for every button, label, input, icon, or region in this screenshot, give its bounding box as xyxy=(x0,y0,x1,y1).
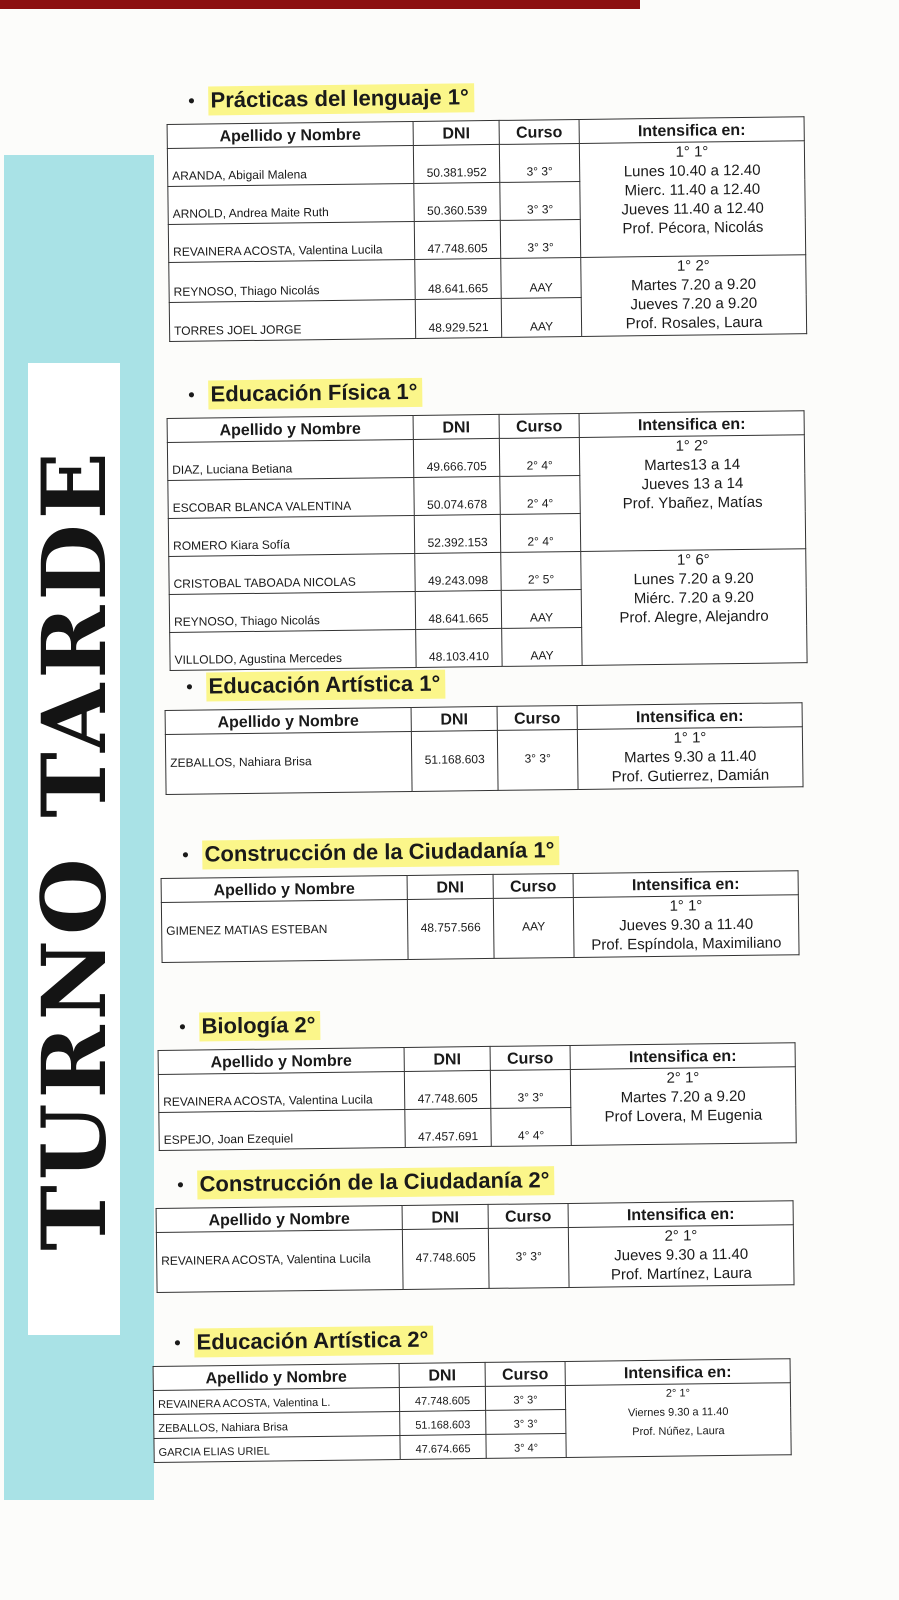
intensifica-cell xyxy=(579,435,805,552)
intensifica-cell xyxy=(579,141,805,258)
intensifica-line: Martes 9.30 a 11.40 xyxy=(623,747,757,767)
header-curso: Curso xyxy=(493,873,573,898)
intensifica-cell xyxy=(581,255,807,337)
student-dni: 48.641.665 xyxy=(415,590,501,629)
student-name: REVAINERA ACOSTA, Valentina L. xyxy=(153,1387,399,1414)
subject-title xyxy=(155,1154,794,1208)
intensifica-line: Viernes 9.30 a 11.40 xyxy=(627,1405,729,1420)
intensifica-line: Martes 7.20 a 9.20 xyxy=(630,275,757,295)
student-dni: 47.674.665 xyxy=(400,1434,486,1459)
intensifica-line: Jueves 9.30 a 11.40 xyxy=(619,915,754,935)
header-dni: DNI xyxy=(411,706,497,731)
student-curso: AAY xyxy=(502,627,582,666)
intensifica-line: Prof. Núñez, Laura xyxy=(632,1425,725,1439)
student-dni: 47.748.605 xyxy=(404,1070,490,1109)
subject-title xyxy=(166,70,805,124)
intensifica-cell xyxy=(568,1225,794,1288)
student-name: GARCIA ELIAS URIEL xyxy=(154,1435,400,1462)
student-dni: 49.243.098 xyxy=(415,552,501,591)
header-name: Apellido y Nombre xyxy=(167,121,413,148)
student-dni: 48.103.410 xyxy=(416,628,502,667)
intensifica-line: Prof. Martínez, Laura xyxy=(610,1264,752,1284)
intensifica-cell xyxy=(581,549,807,666)
student-name: REVAINERA ACOSTA, Valentina Lucila xyxy=(156,1229,403,1292)
intensifica-line: Jueves 9.30 a 11.40 xyxy=(614,1245,749,1265)
student-curso: 3° 3° xyxy=(485,1385,565,1410)
student-curso: 3° 3° xyxy=(500,181,580,220)
header-name: Apellido y Nombre xyxy=(161,875,407,902)
table-row xyxy=(167,435,804,481)
intensifica-cell xyxy=(573,895,799,958)
table-row xyxy=(167,141,804,187)
header-intensifica: Intensifica en: xyxy=(565,1359,790,1386)
student-name: TORRES JOEL JORGE xyxy=(169,299,415,342)
intensifica-line: Miérc. 7.20 a 9.20 xyxy=(633,588,754,608)
subject-title-text: Educación Artística 1° xyxy=(206,669,445,701)
subject-title-text: Biología 2° xyxy=(199,1011,320,1041)
student-name: VILLOLDO, Agustina Mercedes xyxy=(170,629,416,670)
student-curso: 3° 3° xyxy=(500,219,580,258)
header-name: Apellido y Nombre xyxy=(165,707,411,734)
table-row xyxy=(161,895,799,963)
intensifica-cell xyxy=(565,1383,791,1458)
subject-section xyxy=(155,1154,795,1293)
subject-title xyxy=(160,824,799,878)
student-dni: 48.757.566 xyxy=(407,898,494,959)
intensifica-course: 1° 2° xyxy=(676,257,710,275)
student-curso: 3° 3° xyxy=(490,1069,570,1108)
student-curso: AAY xyxy=(501,257,581,297)
subject-title xyxy=(152,1312,791,1366)
student-name: REYNOSO, Thiago Nicolás xyxy=(169,591,415,632)
student-name: ROMERO Kiara Sofía xyxy=(168,515,414,556)
student-dni: 48.641.665 xyxy=(415,258,501,299)
subject-section xyxy=(152,1312,792,1463)
bullet-icon: • xyxy=(182,844,189,865)
header-curso: Curso xyxy=(488,1203,568,1228)
student-curso: AAY xyxy=(493,897,574,958)
students-table xyxy=(153,1358,792,1463)
intensifica-line: Jueves 7.20 a 9.20 xyxy=(630,294,758,314)
student-name: ARANDA, Abigail Malena xyxy=(167,145,413,186)
intensifica-line: Lunes 7.20 a 9.20 xyxy=(633,569,754,589)
subject-section xyxy=(166,70,807,342)
student-name: REVAINERA ACOSTA, Valentina Lucila xyxy=(168,221,414,262)
side-label-text: TURNO TARDE xyxy=(22,447,126,1251)
intensifica-cell xyxy=(577,727,803,790)
header-intensifica: Intensifica en: xyxy=(570,1043,795,1070)
student-dni: 51.168.603 xyxy=(411,730,498,791)
students-table xyxy=(161,870,800,963)
intensifica-line: Mierc. 11.40 a 12.40 xyxy=(624,180,761,200)
intensifica-course: 1° 1° xyxy=(673,729,707,747)
student-dni: 48.929.521 xyxy=(415,298,501,339)
table-row xyxy=(169,255,806,302)
intensifica-course: 1° 1° xyxy=(669,897,703,915)
intensifica-line: Prof. Pécora, Nicolás xyxy=(622,218,764,238)
header-name: Apellido y Nombre xyxy=(156,1205,402,1232)
student-name: REVAINERA ACOSTA, Valentina Lucila xyxy=(158,1071,404,1112)
subject-section xyxy=(160,824,800,963)
student-curso: 2° 5° xyxy=(501,551,581,590)
intensifica-line: Prof. Ybañez, Matías xyxy=(622,493,763,513)
header-curso: Curso xyxy=(499,119,579,144)
subject-title-text: Construcción de la Ciudadanía 1° xyxy=(202,836,559,869)
student-name: ESPEJO, Joan Ezequiel xyxy=(159,1109,405,1150)
header-intensifica: Intensifica en: xyxy=(568,1201,793,1228)
student-name: ZEBALLOS, Nahiara Brisa xyxy=(154,1411,400,1438)
bullet-icon: • xyxy=(188,90,195,111)
subject-title-text: Educación Física 1° xyxy=(208,377,422,409)
student-dni: 47.748.605 xyxy=(402,1228,489,1289)
student-name: ARNOLD, Andrea Maite Ruth xyxy=(168,183,414,224)
header-intensifica: Intensifica en: xyxy=(579,411,804,438)
student-name: REYNOSO, Thiago Nicolás xyxy=(169,259,415,302)
students-table xyxy=(158,1042,797,1151)
student-curso: 3° 3° xyxy=(486,1409,566,1434)
intensifica-course: 2° 1° xyxy=(665,1387,691,1400)
header-dni: DNI xyxy=(407,874,493,899)
subject-title xyxy=(157,996,796,1050)
student-name: GIMENEZ MATIAS ESTEBAN xyxy=(161,899,408,962)
student-name: CRISTOBAL TABOADA NICOLAS xyxy=(169,553,415,594)
table-row xyxy=(158,1067,795,1113)
header-intensifica: Intensifica en: xyxy=(577,703,802,730)
header-name: Apellido y Nombre xyxy=(158,1047,404,1074)
student-dni: 50.074.678 xyxy=(414,476,500,515)
student-name: DIAZ, Luciana Betiana xyxy=(167,439,413,480)
header-curso: Curso xyxy=(490,1045,570,1070)
intensifica-course: 1° 2° xyxy=(675,437,709,455)
subject-section xyxy=(166,364,808,671)
student-dni: 50.381.952 xyxy=(413,144,499,183)
student-curso: AAY xyxy=(501,297,581,337)
header-intensifica: Intensifica en: xyxy=(579,117,804,144)
bullet-icon: • xyxy=(177,1174,184,1195)
student-curso: 3° 4° xyxy=(486,1433,566,1458)
bullet-icon: • xyxy=(186,676,193,697)
student-dni: 47.748.605 xyxy=(414,220,500,259)
table-row xyxy=(169,549,806,595)
intensifica-line: Prof. Espíndola, Maximiliano xyxy=(591,934,782,954)
header-dni: DNI xyxy=(413,120,499,145)
header-dni: DNI xyxy=(413,414,499,439)
student-dni: 52.392.153 xyxy=(414,514,500,553)
header-curso: Curso xyxy=(485,1361,565,1386)
intensifica-line: Martes 7.20 a 9.20 xyxy=(620,1087,746,1107)
bullet-icon: • xyxy=(179,1016,186,1037)
student-curso: 3° 3° xyxy=(499,143,579,182)
student-name: ESCOBAR BLANCA VALENTINA xyxy=(168,477,414,518)
student-dni: 49.666.705 xyxy=(413,438,499,477)
intensifica-line: Martes13 a 14 xyxy=(644,455,741,475)
intensifica-course: 1° 6° xyxy=(676,551,710,569)
intensifica-line: Prof. Alegre, Alejandro xyxy=(619,607,769,627)
bullet-icon: • xyxy=(174,1332,181,1353)
students-table xyxy=(165,702,804,795)
intensifica-line: Jueves 13 a 14 xyxy=(641,474,744,494)
intensifica-line: Prof. Rosales, Laura xyxy=(625,313,763,333)
bullet-icon: • xyxy=(188,384,195,405)
student-curso: 2° 4° xyxy=(500,475,580,514)
header-intensifica: Intensifica en: xyxy=(573,871,798,898)
header-curso: Curso xyxy=(497,705,577,730)
student-dni: 47.457.691 xyxy=(405,1108,491,1147)
subject-title-text: Educación Artística 2° xyxy=(194,1325,433,1357)
subject-title-text: Prácticas del lenguaje 1° xyxy=(208,83,474,115)
intensifica-line: Prof Lovera, M Eugenia xyxy=(604,1106,763,1126)
intensifica-course: 2° 1° xyxy=(666,1069,700,1087)
student-curso: 3° 3° xyxy=(497,729,578,790)
intensifica-cell xyxy=(570,1067,796,1146)
intensifica-line: Lunes 10.40 a 12.40 xyxy=(623,161,761,181)
subject-title xyxy=(166,364,805,418)
top-edge-strip xyxy=(0,0,640,9)
student-curso: 3° 3° xyxy=(488,1227,569,1288)
student-dni: 50.360.539 xyxy=(414,182,500,221)
subject-section xyxy=(157,996,797,1151)
student-curso: AAY xyxy=(501,589,581,628)
header-curso: Curso xyxy=(499,413,579,438)
header-dni: DNI xyxy=(402,1204,488,1229)
student-curso: 4° 4° xyxy=(491,1107,571,1146)
header-dni: DNI xyxy=(399,1362,485,1387)
subject-title xyxy=(164,656,803,710)
table-row xyxy=(156,1225,794,1293)
student-dni: 51.168.603 xyxy=(400,1410,486,1435)
student-dni: 47.748.605 xyxy=(399,1386,485,1411)
header-name: Apellido y Nombre xyxy=(167,415,413,442)
student-curso: 2° 4° xyxy=(500,513,580,552)
students-table xyxy=(156,1200,795,1293)
subject-title-text: Construcción de la Ciudadanía 2° xyxy=(197,1166,554,1199)
side-label-box xyxy=(22,363,126,1335)
intensifica-line: Jueves 11.40 a 12.40 xyxy=(621,199,764,219)
header-dni: DNI xyxy=(404,1046,490,1071)
student-curso: 2° 4° xyxy=(499,437,579,476)
intensifica-course: 2° 1° xyxy=(664,1227,698,1245)
student-name: ZEBALLOS, Nahiara Brisa xyxy=(165,731,412,794)
students-table xyxy=(167,410,808,671)
table-row xyxy=(165,727,803,795)
header-name: Apellido y Nombre xyxy=(153,1363,399,1390)
intensifica-course: 1° 1° xyxy=(675,143,709,161)
students-table xyxy=(167,116,808,342)
subject-section xyxy=(164,656,804,795)
intensifica-line: Prof. Gutierrez, Damián xyxy=(611,766,770,786)
